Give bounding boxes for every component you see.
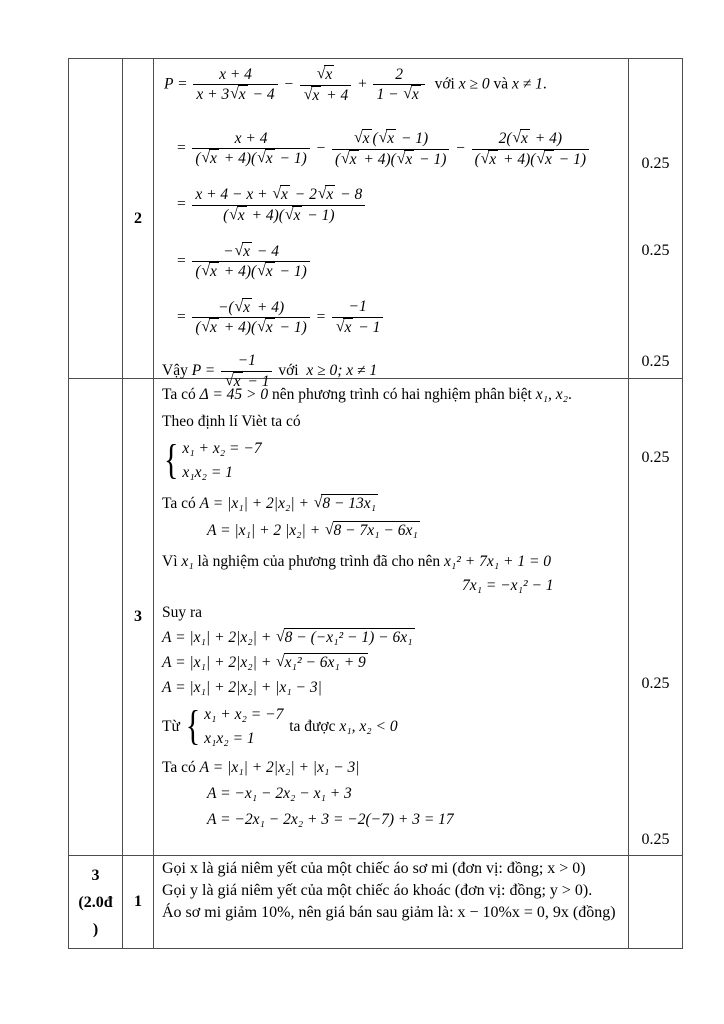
square-root — [304, 86, 321, 106]
square-root — [512, 129, 529, 149]
numerator — [221, 352, 272, 371]
numerator — [332, 129, 449, 149]
denominator — [332, 149, 449, 170]
math-text: x — [210, 263, 217, 281]
math-text: x — [344, 318, 352, 336]
fraction — [300, 65, 351, 105]
plain-text: Gọi x là giá niêm yết của một chiếc áo sơ mi (đơn vị: đồng; x > 0) — [162, 860, 586, 877]
solution-line — [162, 628, 620, 649]
radical-sign-icon: √ — [536, 149, 545, 167]
math-text: − 1 — [243, 372, 270, 390]
math-text: x — [349, 150, 357, 168]
system-lines — [204, 705, 283, 750]
math-text: x₁ — [181, 552, 194, 570]
radical-sign-icon: √ — [403, 85, 412, 103]
math-text: x — [210, 319, 217, 337]
solution-line — [176, 298, 620, 338]
radical-sign-icon: √ — [480, 149, 490, 167]
square-root — [257, 149, 274, 169]
math-text: x₁ + x₂ = −7 — [182, 439, 262, 457]
fraction — [192, 130, 309, 169]
math-text: x — [243, 242, 250, 260]
question-label: ) — [92, 921, 99, 938]
math-text: − 8 — [336, 186, 363, 204]
fraction — [192, 298, 309, 338]
radical-sign-icon: √ — [317, 185, 327, 203]
score-cell — [629, 856, 683, 949]
math-text: x ≥ 0 — [458, 75, 490, 93]
solution-line — [176, 185, 620, 225]
solution-cell — [154, 379, 629, 856]
solution-line — [162, 439, 620, 484]
radical-sign-icon: √ — [201, 262, 211, 280]
radical-sign-icon: √ — [229, 205, 238, 223]
solution-cell — [154, 59, 629, 390]
math-text: + — [353, 75, 372, 93]
math-text: A = −x₁ − 2x₂ − x₁ + 3 — [207, 784, 352, 802]
numerator — [373, 66, 424, 85]
score-value: 0.25 — [641, 449, 670, 466]
question-cell — [69, 856, 123, 949]
square-root — [230, 85, 247, 105]
math-text: + 4)( — [499, 150, 536, 168]
math-text: − 1) — [303, 206, 335, 224]
math-text: − 2 — [290, 186, 317, 204]
denominator — [192, 148, 309, 169]
question-cell — [69, 59, 123, 379]
math-text: = — [176, 308, 191, 326]
math-text: x — [362, 130, 370, 148]
math-text: = — [176, 252, 191, 270]
square-root — [257, 318, 274, 338]
plain-text: Ta có — [162, 494, 200, 512]
math-text: 7x₁ = −x₁² − 1 — [462, 577, 554, 595]
math-text: A = |x₁| + 2|x₂| + — [162, 629, 276, 647]
math-text: A = |x₁| + 2|x₂| + |x₁ − 3| — [162, 679, 322, 697]
question-cell — [69, 379, 123, 856]
math-text: − 1) — [275, 263, 307, 281]
math-text: + 4)( — [219, 263, 257, 281]
math-text: − 1 — [354, 318, 381, 336]
sub-question-number: 1 — [134, 893, 142, 910]
math-text: x₁, x₂ — [535, 386, 569, 403]
math-text: = — [176, 139, 191, 157]
fraction — [332, 298, 383, 337]
math-text: x — [411, 86, 419, 104]
math-text: x — [265, 150, 273, 168]
math-text: − — [311, 139, 330, 157]
denominator — [192, 205, 365, 226]
solution-line — [176, 129, 620, 169]
plain-text: nên phương trình có hai nghiệm phân biệt — [268, 386, 536, 403]
math-text: − 1) — [275, 150, 307, 168]
denominator — [192, 317, 309, 338]
solution-line — [176, 242, 620, 282]
numerator — [332, 298, 383, 317]
math-text: − — [451, 139, 470, 157]
math-text: x₁x₂ = 1 — [204, 729, 255, 747]
math-text: x₁² − 6x₁ + 9 — [284, 654, 366, 672]
math-text: x — [237, 206, 245, 224]
math-text: 8 − 13x₁ — [322, 494, 377, 512]
math-text: x ≠ 1 — [511, 75, 543, 93]
math-text: x + 4 — [219, 65, 252, 83]
square-root — [536, 150, 553, 170]
square-root — [285, 206, 302, 226]
fraction — [192, 242, 309, 282]
plain-text: Theo định lí Vièt ta có — [162, 412, 301, 430]
radical-sign-icon: √ — [257, 262, 266, 280]
math-text: x — [243, 298, 250, 316]
math-text: x — [489, 150, 497, 168]
square-root — [317, 65, 334, 85]
math-text: x — [265, 263, 273, 281]
square-root — [341, 150, 358, 170]
radicand — [284, 653, 368, 673]
system-line — [204, 705, 283, 726]
radical-sign-icon: √ — [396, 149, 406, 167]
system-lines — [182, 439, 261, 484]
plain-text: Gọi y là giá niêm yết của một chiếc áo khoác (đơn vị: đồng; y > 0). — [162, 882, 593, 899]
plain-text: Ta có — [162, 386, 200, 403]
math-text: − 1) — [397, 130, 429, 148]
square-root — [318, 185, 335, 205]
math-text: − 1) — [554, 150, 586, 168]
solution-line — [162, 552, 620, 573]
math-text: − 4 — [248, 86, 275, 104]
math-text: 8 − 7x₁ − 6x₁ — [333, 521, 418, 539]
radical-sign-icon: √ — [201, 149, 211, 167]
fraction — [332, 129, 449, 169]
system-line — [204, 729, 283, 750]
math-text: ( — [195, 150, 201, 168]
radicand — [333, 521, 420, 541]
numerator — [193, 66, 277, 85]
plain-text: với — [274, 362, 307, 380]
math-text: ( — [195, 319, 201, 337]
solution-line — [162, 858, 620, 880]
square-root — [379, 129, 396, 149]
solution-line — [162, 880, 620, 902]
brace-icon: { — [164, 437, 179, 484]
square-root — [272, 185, 289, 205]
system-of-equations — [186, 705, 284, 750]
radical-sign-icon: √ — [512, 129, 521, 147]
plain-text: với — [426, 75, 459, 93]
math-text: + 4 — [322, 86, 349, 104]
radicand — [321, 494, 378, 514]
radical-sign-icon: √ — [316, 65, 326, 82]
math-text: + 4)( — [359, 150, 396, 168]
math-text: ( — [223, 206, 229, 224]
radical-sign-icon: √ — [272, 185, 281, 203]
system-of-equations — [164, 439, 262, 484]
square-root — [229, 206, 246, 226]
solution-line — [162, 758, 620, 779]
math-text: − 1) — [275, 319, 307, 337]
radical-sign-icon: √ — [276, 653, 285, 671]
sub-question-cell — [123, 856, 154, 949]
radical-sign-icon: √ — [378, 129, 388, 147]
square-root — [202, 318, 219, 338]
question-label: (2.0đ — [78, 894, 113, 911]
math-text: −1 — [237, 351, 256, 369]
math-text: x + 4 — [234, 129, 268, 147]
math-text: x — [521, 130, 528, 148]
score-value: 0.25 — [641, 242, 670, 259]
radical-sign-icon: √ — [313, 493, 323, 511]
math-text: x — [326, 186, 334, 204]
square-root — [314, 494, 378, 515]
square-root — [276, 628, 414, 649]
square-root — [325, 521, 420, 542]
math-text: x — [265, 319, 273, 337]
score-value: 0.25 — [641, 155, 670, 172]
math-text: ( — [195, 263, 201, 281]
math-text: x₁² + 7x₁ + 1 = 0 — [443, 552, 552, 570]
numerator — [192, 185, 365, 205]
sub-question-number: 2 — [134, 209, 142, 227]
radical-sign-icon: √ — [284, 205, 294, 223]
denominator — [300, 85, 351, 106]
denominator — [192, 261, 309, 282]
math-text: −( — [217, 298, 234, 316]
radical-sign-icon: √ — [325, 520, 334, 538]
denominator — [373, 84, 424, 105]
solution-line — [164, 65, 620, 105]
system-line — [182, 439, 261, 460]
fraction — [192, 185, 365, 225]
math-text: x — [233, 372, 241, 390]
math-text: x₁, x₂ < 0 — [339, 718, 398, 736]
square-root — [354, 129, 371, 149]
score-value: 0.25 — [641, 675, 670, 692]
math-text: + 4)( — [219, 150, 257, 168]
sub-question-cell — [123, 379, 154, 856]
square-root — [202, 262, 219, 282]
radical-sign-icon: √ — [354, 129, 363, 147]
math-text: 2 — [395, 65, 403, 83]
math-text: A = |x₁| + 2|x₂| + — [162, 654, 276, 672]
square-root — [403, 85, 420, 105]
square-root — [276, 653, 368, 674]
math-text: − 4 — [253, 242, 279, 260]
score-value: 0.25 — [641, 353, 670, 370]
math-text: + 4) — [253, 298, 285, 316]
math-text: x₁ + x₂ = −7 — [204, 706, 284, 724]
math-text: x + 4 − x + — [195, 186, 272, 204]
radical-sign-icon: √ — [335, 317, 345, 335]
score-cell — [629, 379, 683, 856]
question-label: 3 — [91, 867, 100, 884]
math-text: P = — [191, 362, 220, 380]
radicand — [284, 628, 415, 648]
numerator — [192, 130, 309, 149]
square-root — [336, 318, 353, 338]
radical-sign-icon: √ — [234, 297, 244, 315]
math-text: A = −2x₁ − 2x₂ + 3 = −2(−7) + 3 = 17 — [207, 810, 454, 828]
plain-text: Ta có — [162, 758, 200, 776]
square-root — [235, 242, 252, 262]
math-text: P = — [164, 75, 192, 93]
solution-line — [162, 705, 620, 750]
radical-sign-icon: √ — [257, 318, 266, 336]
math-text: Δ = 45 > 0 — [199, 386, 269, 403]
numerator — [192, 242, 309, 262]
math-text: + 4)( — [247, 206, 284, 224]
radical-sign-icon: √ — [276, 628, 285, 646]
math-text: = — [176, 196, 191, 214]
denominator — [472, 149, 589, 170]
brace-icon: { — [185, 703, 201, 750]
math-text: − 1) — [415, 150, 447, 168]
sub-question-cell — [123, 59, 154, 379]
score-value: 0.25 — [641, 831, 670, 848]
math-text: x — [293, 206, 301, 224]
solution-line — [462, 576, 620, 597]
numerator — [300, 65, 351, 85]
math-text: x — [210, 150, 217, 168]
math-text: = — [311, 308, 330, 326]
math-text: x — [405, 150, 413, 168]
solution-line — [162, 678, 620, 699]
math-text: −1 — [348, 298, 367, 316]
numerator — [192, 298, 309, 318]
solution-line — [207, 521, 620, 542]
solution-cell — [154, 856, 629, 949]
radical-sign-icon: √ — [225, 371, 234, 389]
math-text: ( — [474, 150, 480, 168]
radical-sign-icon: √ — [303, 85, 313, 103]
math-text: − — [279, 75, 298, 93]
plain-text: Vì — [162, 552, 182, 570]
math-text: ( — [372, 130, 378, 148]
plain-text: ta được — [285, 718, 340, 736]
plain-text: và — [489, 75, 512, 93]
radical-sign-icon: √ — [341, 149, 350, 167]
math-text: x — [325, 66, 333, 83]
system-line — [182, 463, 261, 484]
math-text: 8 − (−x₁² − 1) − 6x₁ — [284, 629, 413, 647]
plain-text: Áo sơ mi giảm 10%, nên giá bán sau giảm là: x − 10%x = 0, 9x (đồng) — [162, 904, 616, 921]
fraction — [472, 129, 589, 169]
solution-line — [162, 603, 620, 624]
math-text: A = |x₁| + 2|x₂| + — [199, 494, 313, 512]
math-text: ( — [334, 150, 341, 168]
math-text: x ≥ 0; x ≠ 1 — [306, 362, 378, 380]
math-text: A = |x₁| + 2 |x₂| + — [207, 521, 325, 539]
denominator — [332, 317, 383, 338]
math-text: x + 3 — [196, 86, 230, 104]
math-text: + 4) — [530, 130, 563, 148]
square-root — [257, 262, 274, 282]
square-root — [481, 150, 498, 170]
solution-line — [162, 494, 620, 515]
math-text: A = |x₁| + 2|x₂| + |x₁ − 3| — [199, 758, 360, 776]
solution-line — [162, 412, 620, 433]
radical-sign-icon: √ — [234, 241, 244, 259]
plain-text: Vậy — [162, 362, 192, 380]
square-root — [235, 298, 252, 318]
plain-text: là nghiệm của phương trình đã cho nên — [193, 552, 444, 570]
solution-line — [162, 653, 620, 674]
fraction — [193, 66, 277, 105]
sub-question-number: 3 — [134, 608, 142, 625]
solution-line — [207, 810, 620, 831]
score-cell — [629, 59, 683, 379]
math-text: + 4)( — [219, 319, 257, 337]
plain-text: Từ — [162, 718, 184, 736]
math-text: 2( — [498, 130, 512, 148]
solution-line — [162, 385, 620, 406]
math-text: x₁x₂ = 1 — [182, 463, 233, 481]
square-root — [202, 149, 219, 169]
solution-line — [207, 784, 620, 805]
solution-line — [162, 902, 620, 924]
radical-sign-icon: √ — [201, 318, 211, 336]
numerator — [472, 129, 589, 149]
radical-sign-icon: √ — [230, 85, 239, 103]
math-text: x — [238, 86, 246, 104]
math-text: 1 − — [376, 86, 403, 104]
grading-table — [68, 58, 683, 949]
math-text: − — [223, 242, 234, 260]
math-text: x — [387, 130, 395, 148]
radical-sign-icon: √ — [257, 149, 266, 167]
fraction — [373, 66, 424, 105]
square-root — [397, 150, 414, 170]
plain-text: . — [542, 75, 547, 93]
math-text: x — [544, 150, 552, 168]
math-text: x — [281, 186, 288, 204]
plain-text: . — [568, 386, 572, 403]
plain-text: Suy ra — [162, 604, 203, 622]
denominator — [193, 84, 277, 105]
math-text: x — [312, 86, 320, 104]
